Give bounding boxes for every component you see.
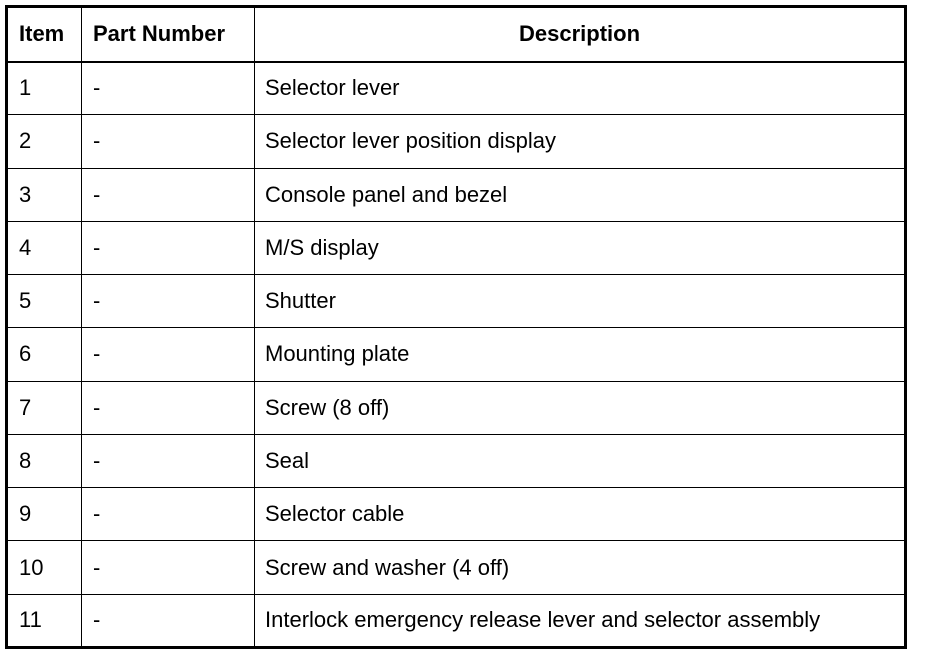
table-row — [7, 328, 906, 381]
cell-part-number: - — [82, 594, 255, 647]
table-row — [7, 168, 906, 221]
table-row — [7, 381, 906, 434]
cell-description: Selector lever position display — [255, 115, 906, 168]
cell-part-number: - — [82, 434, 255, 487]
cell-description: Selector cable — [255, 488, 906, 541]
table-row — [7, 221, 906, 274]
cell-item: 9 — [7, 488, 82, 541]
cell-part-number: - — [82, 115, 255, 168]
cell-item: 6 — [7, 328, 82, 381]
cell-part-number: - — [82, 541, 255, 594]
table-row — [7, 62, 906, 115]
table-row — [7, 434, 906, 487]
cell-part-number: - — [82, 488, 255, 541]
table-row — [7, 594, 906, 647]
cell-description: M/S display — [255, 221, 906, 274]
cell-item: 8 — [7, 434, 82, 487]
cell-description: Screw and washer (4 off) — [255, 541, 906, 594]
cell-part-number: - — [82, 62, 255, 115]
cell-description: Mounting plate — [255, 328, 906, 381]
cell-part-number: - — [82, 381, 255, 434]
cell-part-number: - — [82, 275, 255, 328]
cell-description: Shutter — [255, 275, 906, 328]
cell-item: 5 — [7, 275, 82, 328]
cell-description: Interlock emergency release lever and selector assembly — [255, 594, 906, 647]
cell-description: Seal — [255, 434, 906, 487]
cell-part-number: - — [82, 168, 255, 221]
parts-table-body — [7, 62, 906, 648]
table-row — [7, 488, 906, 541]
cell-item: 7 — [7, 381, 82, 434]
cell-item: 11 — [7, 594, 82, 647]
cell-item: 4 — [7, 221, 82, 274]
header-part-number: Part Number — [82, 7, 255, 62]
table-row — [7, 541, 906, 594]
cell-description: Console panel and bezel — [255, 168, 906, 221]
parts-table — [5, 5, 907, 649]
cell-description: Screw (8 off) — [255, 381, 906, 434]
table-row — [7, 115, 906, 168]
header-row — [7, 7, 906, 62]
table-row — [7, 275, 906, 328]
cell-item: 10 — [7, 541, 82, 594]
cell-part-number: - — [82, 221, 255, 274]
header-item: Item — [7, 7, 82, 62]
cell-item: 3 — [7, 168, 82, 221]
header-description: Description — [255, 7, 906, 62]
cell-description: Selector lever — [255, 62, 906, 115]
cell-item: 1 — [7, 62, 82, 115]
parts-table-header — [7, 7, 906, 62]
cell-part-number: - — [82, 328, 255, 381]
cell-item: 2 — [7, 115, 82, 168]
